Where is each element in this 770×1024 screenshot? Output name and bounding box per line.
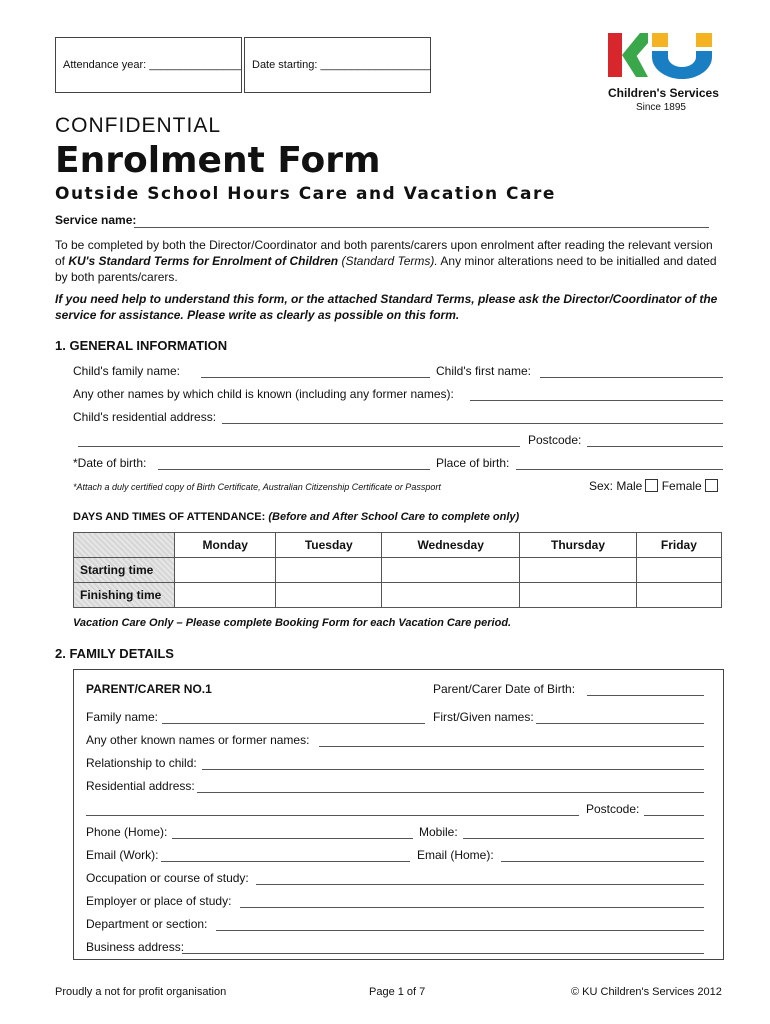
- postcode-field[interactable]: [587, 446, 723, 447]
- sex-female-label: Female: [661, 479, 702, 493]
- female-checkbox[interactable]: [705, 479, 718, 492]
- intro-paragraph: [55, 237, 720, 285]
- vacation-care-note: Vacation Care Only – Please complete Booking Form for each Vacation Care period.: [73, 617, 512, 629]
- male-checkbox[interactable]: [645, 479, 658, 492]
- email-work-field[interactable]: [161, 861, 410, 862]
- start-tuesday-cell[interactable]: [276, 558, 382, 583]
- dob-label: *Date of birth:: [73, 456, 147, 470]
- carer-dob-field[interactable]: [587, 695, 704, 696]
- section1-heading: 1. GENERAL INFORMATION: [55, 338, 228, 353]
- employer-field[interactable]: [240, 907, 704, 908]
- carer-postcode-label: Postcode:: [586, 802, 640, 816]
- table-row: [74, 583, 722, 608]
- confidential-heading: CONFIDENTIAL: [55, 114, 222, 137]
- start-thursday-cell[interactable]: [520, 558, 637, 583]
- residential-address-field-2[interactable]: [78, 446, 520, 447]
- date-starting-box[interactable]: [244, 37, 431, 93]
- child-first-name-label: Child's first name:: [436, 364, 531, 378]
- business-address-label: Business address:: [86, 940, 185, 954]
- child-family-name-field[interactable]: [201, 377, 430, 378]
- carer-dob-label: Parent/Carer Date of Birth:: [433, 682, 576, 696]
- day-header-tuesday: Tuesday: [276, 533, 382, 558]
- mobile-label: Mobile:: [419, 825, 458, 839]
- page-subtitle: Outside School Hours Care and Vacation Care: [55, 184, 556, 204]
- email-home-label: Email (Home):: [417, 848, 494, 862]
- other-names-label: Any other names by which child is known (including any former names):: [73, 387, 454, 401]
- relationship-field[interactable]: [202, 769, 704, 770]
- pob-field[interactable]: [516, 469, 723, 470]
- footer-copyright: © KU Children's Services 2012: [571, 986, 722, 998]
- carer-family-name-label: Family name:: [86, 710, 159, 724]
- ku-logo: [608, 33, 719, 115]
- dob-field[interactable]: [158, 469, 430, 470]
- intro-standard-terms: KU's Standard Terms for Enrolment of Children: [68, 254, 339, 268]
- start-friday-cell[interactable]: [636, 558, 721, 583]
- attendance-heading: [73, 511, 519, 523]
- service-name-label: Service name:: [55, 213, 137, 227]
- help-note: If you need help to understand this form, or the attached Standard Terms, please ask the Director/Coordinator of the service for assistance. Please write as clearly as possible on this form.: [55, 292, 718, 322]
- department-field[interactable]: [216, 930, 704, 931]
- child-family-name-label: Child's family name:: [73, 364, 180, 378]
- carer-title: PARENT/CARER NO.1: [86, 682, 212, 696]
- finish-thursday-cell[interactable]: [520, 583, 637, 608]
- date-starting-label: Date starting: __________________: [252, 59, 431, 71]
- finish-tuesday-cell[interactable]: [276, 583, 382, 608]
- carer-given-names-label: First/Given names:: [433, 710, 534, 724]
- carer-residential-field-2[interactable]: [86, 815, 579, 816]
- residential-address-label: Child's residential address:: [73, 410, 217, 424]
- attendance-header-row: [74, 533, 722, 558]
- intro-part2: Any minor alterations need to be initialled and dated by both parents/carers.: [55, 254, 717, 284]
- relationship-label: Relationship to child:: [86, 756, 197, 770]
- day-header-friday: Friday: [636, 533, 721, 558]
- sex-field: [589, 479, 718, 493]
- attach-note: *Attach a duly certified copy of Birth Certificate, Australian Citizenship Certificate or Passport: [73, 482, 441, 492]
- attendance-year-label: Attendance year: _______________: [63, 59, 241, 71]
- department-label: Department or section:: [86, 917, 208, 931]
- carer-residential-label: Residential address:: [86, 779, 195, 793]
- footer-page-number: Page 1 of 7: [369, 986, 426, 998]
- other-names-field[interactable]: [470, 400, 723, 401]
- start-wednesday-cell[interactable]: [382, 558, 520, 583]
- email-home-field[interactable]: [501, 861, 704, 862]
- attendance-table: [73, 532, 722, 608]
- employer-label: Employer or place of study:: [86, 894, 232, 908]
- starting-time-label: Starting time: [74, 558, 175, 583]
- business-address-field[interactable]: [182, 953, 704, 954]
- attendance-heading-note: (Before and After School Care to complete only): [265, 511, 520, 523]
- day-header-monday: Monday: [175, 533, 276, 558]
- service-name-field[interactable]: [134, 227, 709, 228]
- carer-family-name-field[interactable]: [162, 723, 425, 724]
- intro-standard-terms-abbr: (Standard Terms).: [338, 254, 438, 268]
- day-header-wednesday: Wednesday: [382, 533, 520, 558]
- ku-logo-mark: [608, 33, 716, 79]
- footer-left: Proudly a not for profit organisation: [55, 986, 227, 998]
- finish-friday-cell[interactable]: [636, 583, 721, 608]
- postcode-label: Postcode:: [528, 433, 582, 447]
- occupation-field[interactable]: [256, 884, 704, 885]
- finishing-time-label: Finishing time: [74, 583, 175, 608]
- start-monday-cell[interactable]: [175, 558, 276, 583]
- carer-postcode-field[interactable]: [644, 815, 704, 816]
- phone-home-field[interactable]: [172, 838, 413, 839]
- carer-residential-field[interactable]: [197, 792, 704, 793]
- carer-other-names-field[interactable]: [319, 746, 704, 747]
- child-first-name-field[interactable]: [540, 377, 723, 378]
- phone-home-label: Phone (Home):: [86, 825, 168, 839]
- occupation-label: Occupation or course of study:: [86, 871, 249, 885]
- finish-monday-cell[interactable]: [175, 583, 276, 608]
- page-title: Enrolment Form: [55, 140, 381, 181]
- attendance-year-box[interactable]: [55, 37, 242, 93]
- email-work-label: Email (Work):: [86, 848, 159, 862]
- logo-brand-text: Children's Services: [608, 86, 719, 100]
- section2-heading: 2. FAMILY DETAILS: [55, 646, 174, 661]
- attendance-heading-title: DAYS AND TIMES OF ATTENDANCE:: [73, 511, 266, 523]
- table-row: [74, 558, 722, 583]
- residential-address-field[interactable]: [222, 423, 723, 424]
- mobile-field[interactable]: [463, 838, 704, 839]
- carer-given-names-field[interactable]: [536, 723, 704, 724]
- day-header-thursday: Thursday: [520, 533, 637, 558]
- sex-male-label: Sex: Male: [589, 479, 643, 493]
- attendance-corner-cell: [74, 533, 175, 558]
- intro-part1: To be completed by both the Director/Coordinator and both parents/carers upon enrolment after reading the relevant version of: [55, 238, 713, 268]
- carer-other-names-label: Any other known names or former names:: [86, 733, 310, 747]
- logo-since-text: Since 1895: [635, 102, 686, 113]
- pob-label: Place of birth:: [436, 456, 510, 470]
- finish-wednesday-cell[interactable]: [382, 583, 520, 608]
